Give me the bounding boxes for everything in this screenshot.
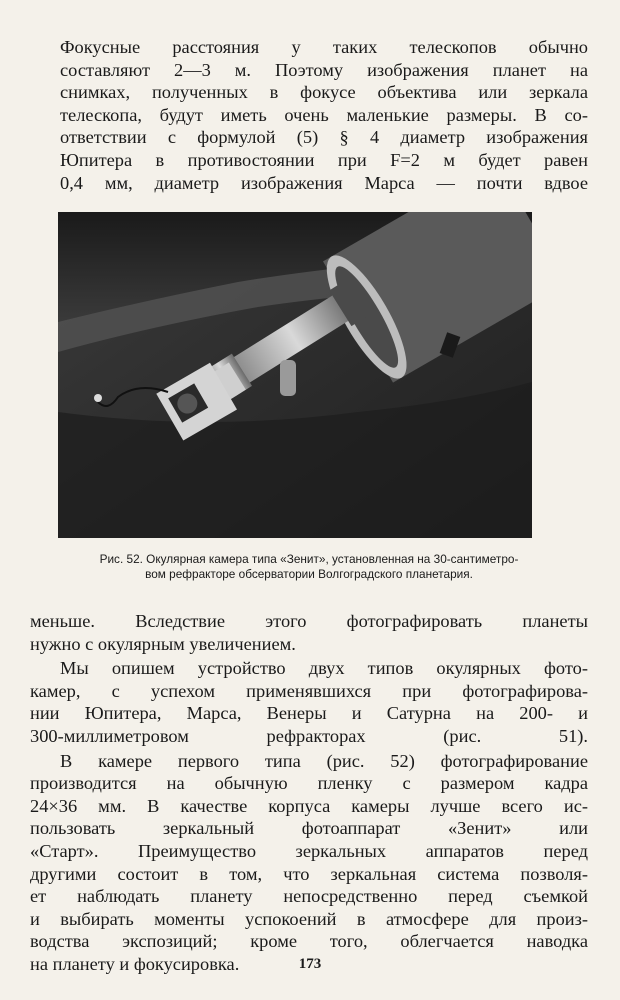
text-line: Юпитера в противостоянии при F=2 м будет равен: [60, 149, 588, 170]
caption-line: вом рефракторе обсерватории Волгоградского планетария.: [145, 567, 473, 581]
figure-caption: [30, 552, 588, 582]
text-line: меньше. Вследствие этого фотографировать планеты: [30, 611, 588, 631]
text-line: Фокусные расстояния у таких телескопов обычно: [60, 37, 588, 57]
text-line: 24×36 мм. В качестве корпуса камеры лучше всего ис-: [30, 795, 588, 816]
text-line: «Старт». Преимущество зеркальных аппаратов перед: [30, 840, 588, 861]
text-line: на планету и фокусировка.: [30, 953, 240, 974]
paragraph-4: [30, 750, 588, 976]
text-line: пользовать зеркальный фотоаппарат «Зенит» или: [30, 818, 588, 839]
text-line: другими состоит в том, что зеркальная система позволя-: [30, 863, 588, 884]
text-line: производится на обычную пленку с размером кадра: [30, 773, 588, 794]
text-line: составляют 2—3 м. Поэтому изображения планет на: [60, 59, 588, 80]
figure-photo: [58, 212, 532, 538]
text-line: В камере первого типа (рис. 52) фотографирование: [60, 750, 588, 771]
text-line: Мы опишем устройство двух типов окулярных фото-: [60, 658, 588, 679]
text-line: ет наблюдать планету непосредственно перед съемкой: [30, 886, 588, 907]
paragraph-1: [30, 36, 588, 194]
lower-text: [30, 610, 588, 976]
text-line: и выбирать моменты успокоений в атмосфере для произ-: [30, 908, 588, 929]
paragraph-2: [30, 610, 588, 655]
paragraph-3: [30, 657, 588, 747]
caption-line: Рис. 52. Окулярная камера типа «Зенит», установленная на 30-сантиметро-: [99, 552, 519, 566]
page-number: 173: [298, 956, 322, 972]
text-line: снимках, полученных в фокусе объектива или зеркала: [60, 82, 588, 103]
text-line: водства экспозиций; кроме того, облегчается наводка: [30, 931, 588, 952]
text-line: камер, с успехом применявшихся при фотографирова-: [30, 680, 588, 701]
telescope-camera-icon: [58, 212, 532, 538]
text-line: 300-миллиметровом рефракторах (рис. 51).: [30, 725, 588, 746]
text-line: нужно с окулярным увеличением.: [30, 633, 296, 654]
text-line: 0,4 мм, диаметр изображения Марса — почти вдвое: [60, 172, 588, 193]
text-line: ответствии с формулой (5) § 4 диаметр изображения: [60, 127, 588, 148]
text-line: телескопа, будут иметь очень маленькие размеры. В со-: [60, 104, 588, 125]
top-paragraph: [30, 36, 588, 194]
text-line: нии Юпитера, Марса, Венеры и Сатурна на 200- и: [30, 703, 588, 724]
